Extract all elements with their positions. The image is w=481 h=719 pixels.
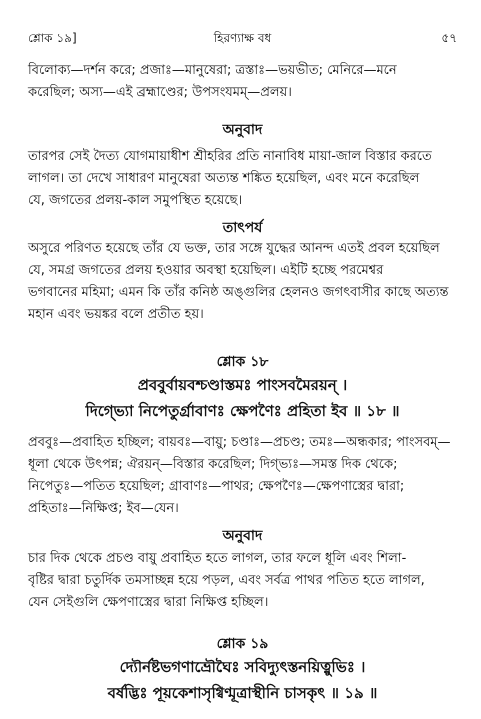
synonyms-top bbox=[28, 60, 457, 104]
synonyms-line: করেছিল; অস্য—এই ব্রহ্মাণ্ডের; উপসংযমম্—প্রলয়। bbox=[28, 85, 292, 100]
translation-line: বৃষ্টির দ্বারা চতুর্দিক তমসাচ্ছন্ন হয়ে পড়ল, এবং সর্বত্র পাথর পতিত হতে লাগল, bbox=[28, 573, 425, 588]
synonyms-18 bbox=[28, 432, 457, 520]
translation-line: যে, জগতের প্রলয়-কাল সমুপস্থিত হয়েছে। bbox=[28, 193, 243, 208]
verse-line: বর্ষদ্ভিঃ পূয়কেশাসৃগ্বিণ্মূত্রাস্থীনি চাসকৃৎ ॥ ১৯ ॥ bbox=[107, 684, 378, 702]
purport-line: ভগবানের মহিমা; এমন কি তাঁর কনিষ্ঠ অঙ্গুলির হেলনও জগৎবাসীর কাছে অত্যন্ত bbox=[28, 285, 449, 300]
verse-18-heading: শ্লোক ১৮ bbox=[216, 354, 269, 370]
translation-text bbox=[28, 146, 457, 212]
translation-line: যেন সেইগুলি ক্ষেপণাস্ত্রের দ্বারা নিক্ষিপ্ত হচ্ছিল। bbox=[28, 595, 269, 610]
purport-text bbox=[28, 238, 457, 326]
translation-2-text bbox=[28, 548, 457, 614]
synonyms-line: প্রহিতাঃ—নিক্ষিপ্ত; ইব—যেন। bbox=[28, 501, 179, 516]
synonyms-line: ধূলা থেকে উৎপন্ন; ঐরয়ন্—বিস্তার করেছিল; দিগ্ভ্যঃ—সমস্ত দিক থেকে; bbox=[28, 457, 398, 472]
translation-heading: অনুবাদ bbox=[222, 122, 263, 138]
translation-line: তারপর সেই দৈত্য যোগমায়াধীশ শ্রীহরির প্রতি নানাবিধ মায়া-জাল বিস্তার করতে bbox=[28, 149, 432, 164]
verse-line: দ্যৌর্নষ্টভগণাভ্রৌঘৈঃ সবিদ্যুৎস্তনয়িত্নুভিঃ । bbox=[119, 658, 366, 676]
verse-line: দিগ্ভ্যো নিপেতুর্গ্রাবাণঃ ক্ষেপণৈঃ প্রহিতা ইব ॥ ১৮ ॥ bbox=[85, 402, 400, 420]
translation-line: লাগল। তা দেখে সাধারণ মানুষেরা অত্যন্ত শঙ্কিত হয়েছিল, এবং মনে করেছিল bbox=[28, 171, 420, 186]
header-verse-ref: শ্লোক ১৯] bbox=[28, 31, 77, 45]
purport-heading: তাৎপর্য bbox=[222, 220, 263, 236]
translation-line: চার দিক থেকে প্রচণ্ড বায়ু প্রবাহিত হতে লাগল, তার ফলে ধূলি এবং শিলা- bbox=[28, 551, 407, 566]
translation-2-heading: অনুবাদ bbox=[222, 528, 263, 544]
synonyms-line: নিপেতুঃ—পতিত হয়েছিল; গ্রাবাণঃ—পাথর; ক্ষেপণৈঃ—ক্ষেপণাস্ত্রের দ্বারা; bbox=[28, 479, 405, 494]
running-header bbox=[28, 30, 457, 50]
verse-18-text bbox=[28, 372, 457, 424]
verse-line: প্রববুর্বায়বশ্চণ্ডাস্তমঃ পাংসবমৈরয়ন্ । bbox=[137, 376, 348, 394]
synonyms-line: প্রববুঃ—প্রবাহিত হচ্ছিল; বায়বঃ—বায়ু; চণ্ডাঃ—প্রচণ্ড; তমঃ—অন্ধকার; পাংসবম্— bbox=[28, 435, 451, 450]
header-chapter-title: হিরণ্যাক্ষ বধ bbox=[213, 31, 272, 45]
synonyms-line: বিলোক্য—দর্শন করে; প্রজাঃ—মানুষেরা; ত্রস্তাঃ—ভয়ভীত; মেনিরে—মনে bbox=[28, 63, 397, 78]
purport-line: অসুরে পরিণত হয়েছে তাঁর যে ভক্ত, তার সঙ্গে যুদ্ধের আনন্দ এতই প্রবল হয়েছিল bbox=[28, 241, 440, 256]
purport-line: মহান এবং ভয়ঙ্কর বলে প্রতীত হয়। bbox=[28, 307, 204, 322]
verse-19-text bbox=[28, 654, 457, 706]
purport-line: যে, সমগ্র জগতের প্রলয় হওয়ার অবস্থা হয়েছিল। এইটি হচ্ছে পরমেশ্বর bbox=[28, 263, 384, 278]
header-page-number: ৫৭ bbox=[441, 31, 457, 45]
verse-19-heading: শ্লোক ১৯ bbox=[216, 636, 269, 652]
